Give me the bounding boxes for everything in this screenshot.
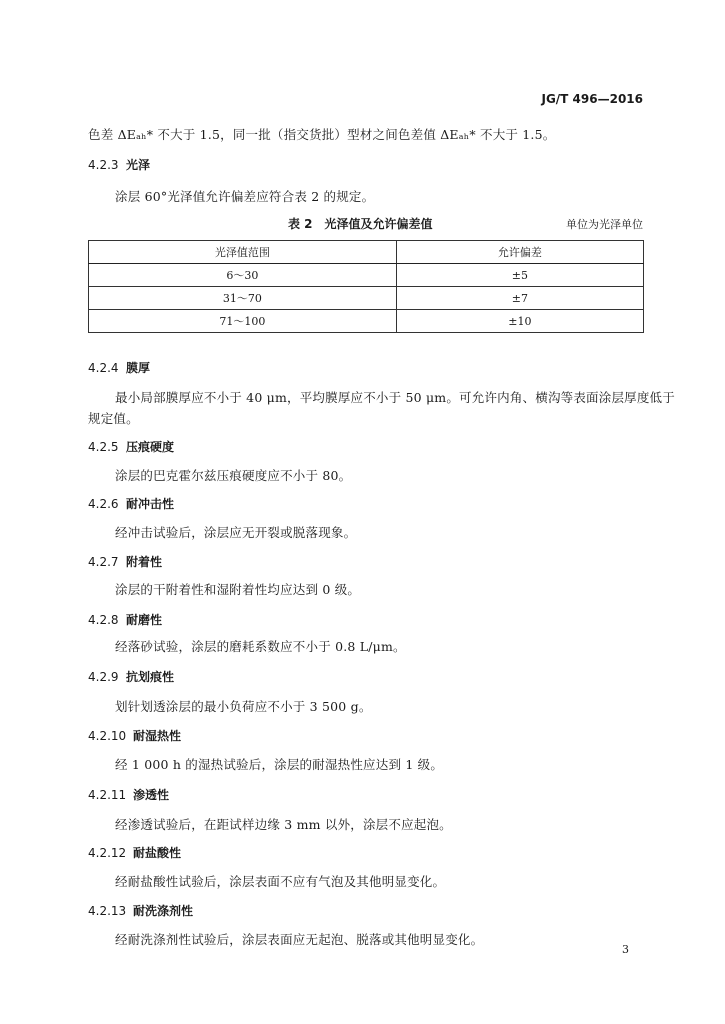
gloss-table (88, 240, 644, 333)
table-row (89, 310, 644, 333)
section-title: 耐洗涤剂性 (133, 904, 194, 918)
section-title: 光泽 (126, 158, 151, 172)
table-cell: ±10 (396, 310, 643, 333)
section-body-4-2-12: 经耐盐酸性试验后，涂层表面不应有气泡及其他明显变化。 (115, 874, 446, 889)
section-body-4-2-10: 经 1 000 h 的湿热试验后，涂层的耐湿热性应达到 1 级。 (115, 757, 444, 772)
section-number: 4.2.12 (88, 846, 127, 860)
section-title: 耐盐酸性 (133, 846, 182, 860)
section-heading-4-2-5 (88, 438, 174, 455)
table-caption: 表 2 光泽值及允许偏差值 (288, 217, 433, 231)
section-title: 附着性 (126, 555, 163, 569)
document-code: JG/T 496—2016 (541, 92, 643, 106)
section-number: 4.2.11 (88, 788, 127, 802)
section-title: 耐冲击性 (126, 497, 175, 511)
section-body-4-2-9: 划针划透涂层的最小负荷应不小于 3 500 g。 (115, 699, 372, 714)
section-body-4-2-4-line1: 最小局部膜厚应不小于 40 μm，平均膜厚应不小于 50 μm。可允许内角、横沟等表面涂层厚度低于 (115, 390, 675, 405)
section-number: 4.2.10 (88, 729, 127, 743)
table-unit-note: 单位为光泽单位 (566, 218, 643, 231)
section-heading-4-2-3 (88, 156, 150, 173)
section-body-4-2-6: 经冲击试验后，涂层应无开裂或脱落现象。 (115, 525, 357, 540)
table-cell: 31～70 (89, 287, 397, 310)
section-heading-4-2-12 (88, 844, 181, 861)
section-heading-4-2-10 (88, 727, 181, 744)
section-body-4-2-13: 经耐洗涤剂性试验后，涂层表面应无起泡、脱落或其他明显变化。 (115, 932, 484, 947)
section-title: 抗划痕性 (126, 670, 175, 684)
section-title: 渗透性 (133, 788, 170, 802)
table-cell: ±7 (396, 287, 643, 310)
section-number: 4.2.5 (88, 440, 119, 454)
section-body-4-2-5: 涂层的巴克霍尔兹压痕硬度应不小于 80。 (115, 468, 352, 483)
section-title: 耐湿热性 (133, 729, 182, 743)
table-header-cell: 光泽值范围 (89, 241, 397, 264)
section-body-4-2-3: 涂层 60°光泽值允许偏差应符合表 2 的规定。 (115, 189, 375, 204)
section-number: 4.2.8 (88, 613, 119, 627)
intro-paragraph: 色差 ΔEₐₕ* 不大于 1.5，同一批（指交货批）型材之间色差值 ΔEₐₕ* 不大于 1.5。 (88, 127, 556, 142)
table-cell: ±5 (396, 264, 643, 287)
table-header-cell: 允许偏差 (396, 241, 643, 264)
section-body-4-2-7: 涂层的干附着性和湿附着性均应达到 0 级。 (115, 582, 361, 597)
section-number: 4.2.13 (88, 904, 127, 918)
section-heading-4-2-13 (88, 902, 193, 919)
table-cell: 6～30 (89, 264, 397, 287)
section-body-4-2-11: 经渗透试验后，在距试样边缘 3 mm 以外，涂层不应起泡。 (115, 817, 452, 832)
section-heading-4-2-8 (88, 611, 162, 628)
section-heading-4-2-6 (88, 495, 174, 512)
page-number: 3 (622, 943, 629, 956)
section-heading-4-2-11 (88, 786, 169, 803)
section-heading-4-2-4 (88, 359, 150, 376)
table-row (89, 264, 644, 287)
table-row (89, 287, 644, 310)
section-heading-4-2-9 (88, 668, 174, 685)
section-number: 4.2.7 (88, 555, 119, 569)
section-number: 4.2.4 (88, 361, 119, 375)
table-header-row (89, 241, 644, 264)
section-number: 4.2.9 (88, 670, 119, 684)
section-body-4-2-4-line2: 规定值。 (88, 411, 139, 426)
section-number: 4.2.6 (88, 497, 119, 511)
section-number: 4.2.3 (88, 158, 119, 172)
section-title: 压痕硬度 (126, 440, 175, 454)
section-heading-4-2-7 (88, 553, 162, 570)
section-title: 膜厚 (126, 361, 151, 375)
section-title: 耐磨性 (126, 613, 163, 627)
section-body-4-2-8: 经落砂试验，涂层的磨耗系数应不小于 0.8 L/μm。 (115, 639, 406, 654)
table-cell: 71～100 (89, 310, 397, 333)
